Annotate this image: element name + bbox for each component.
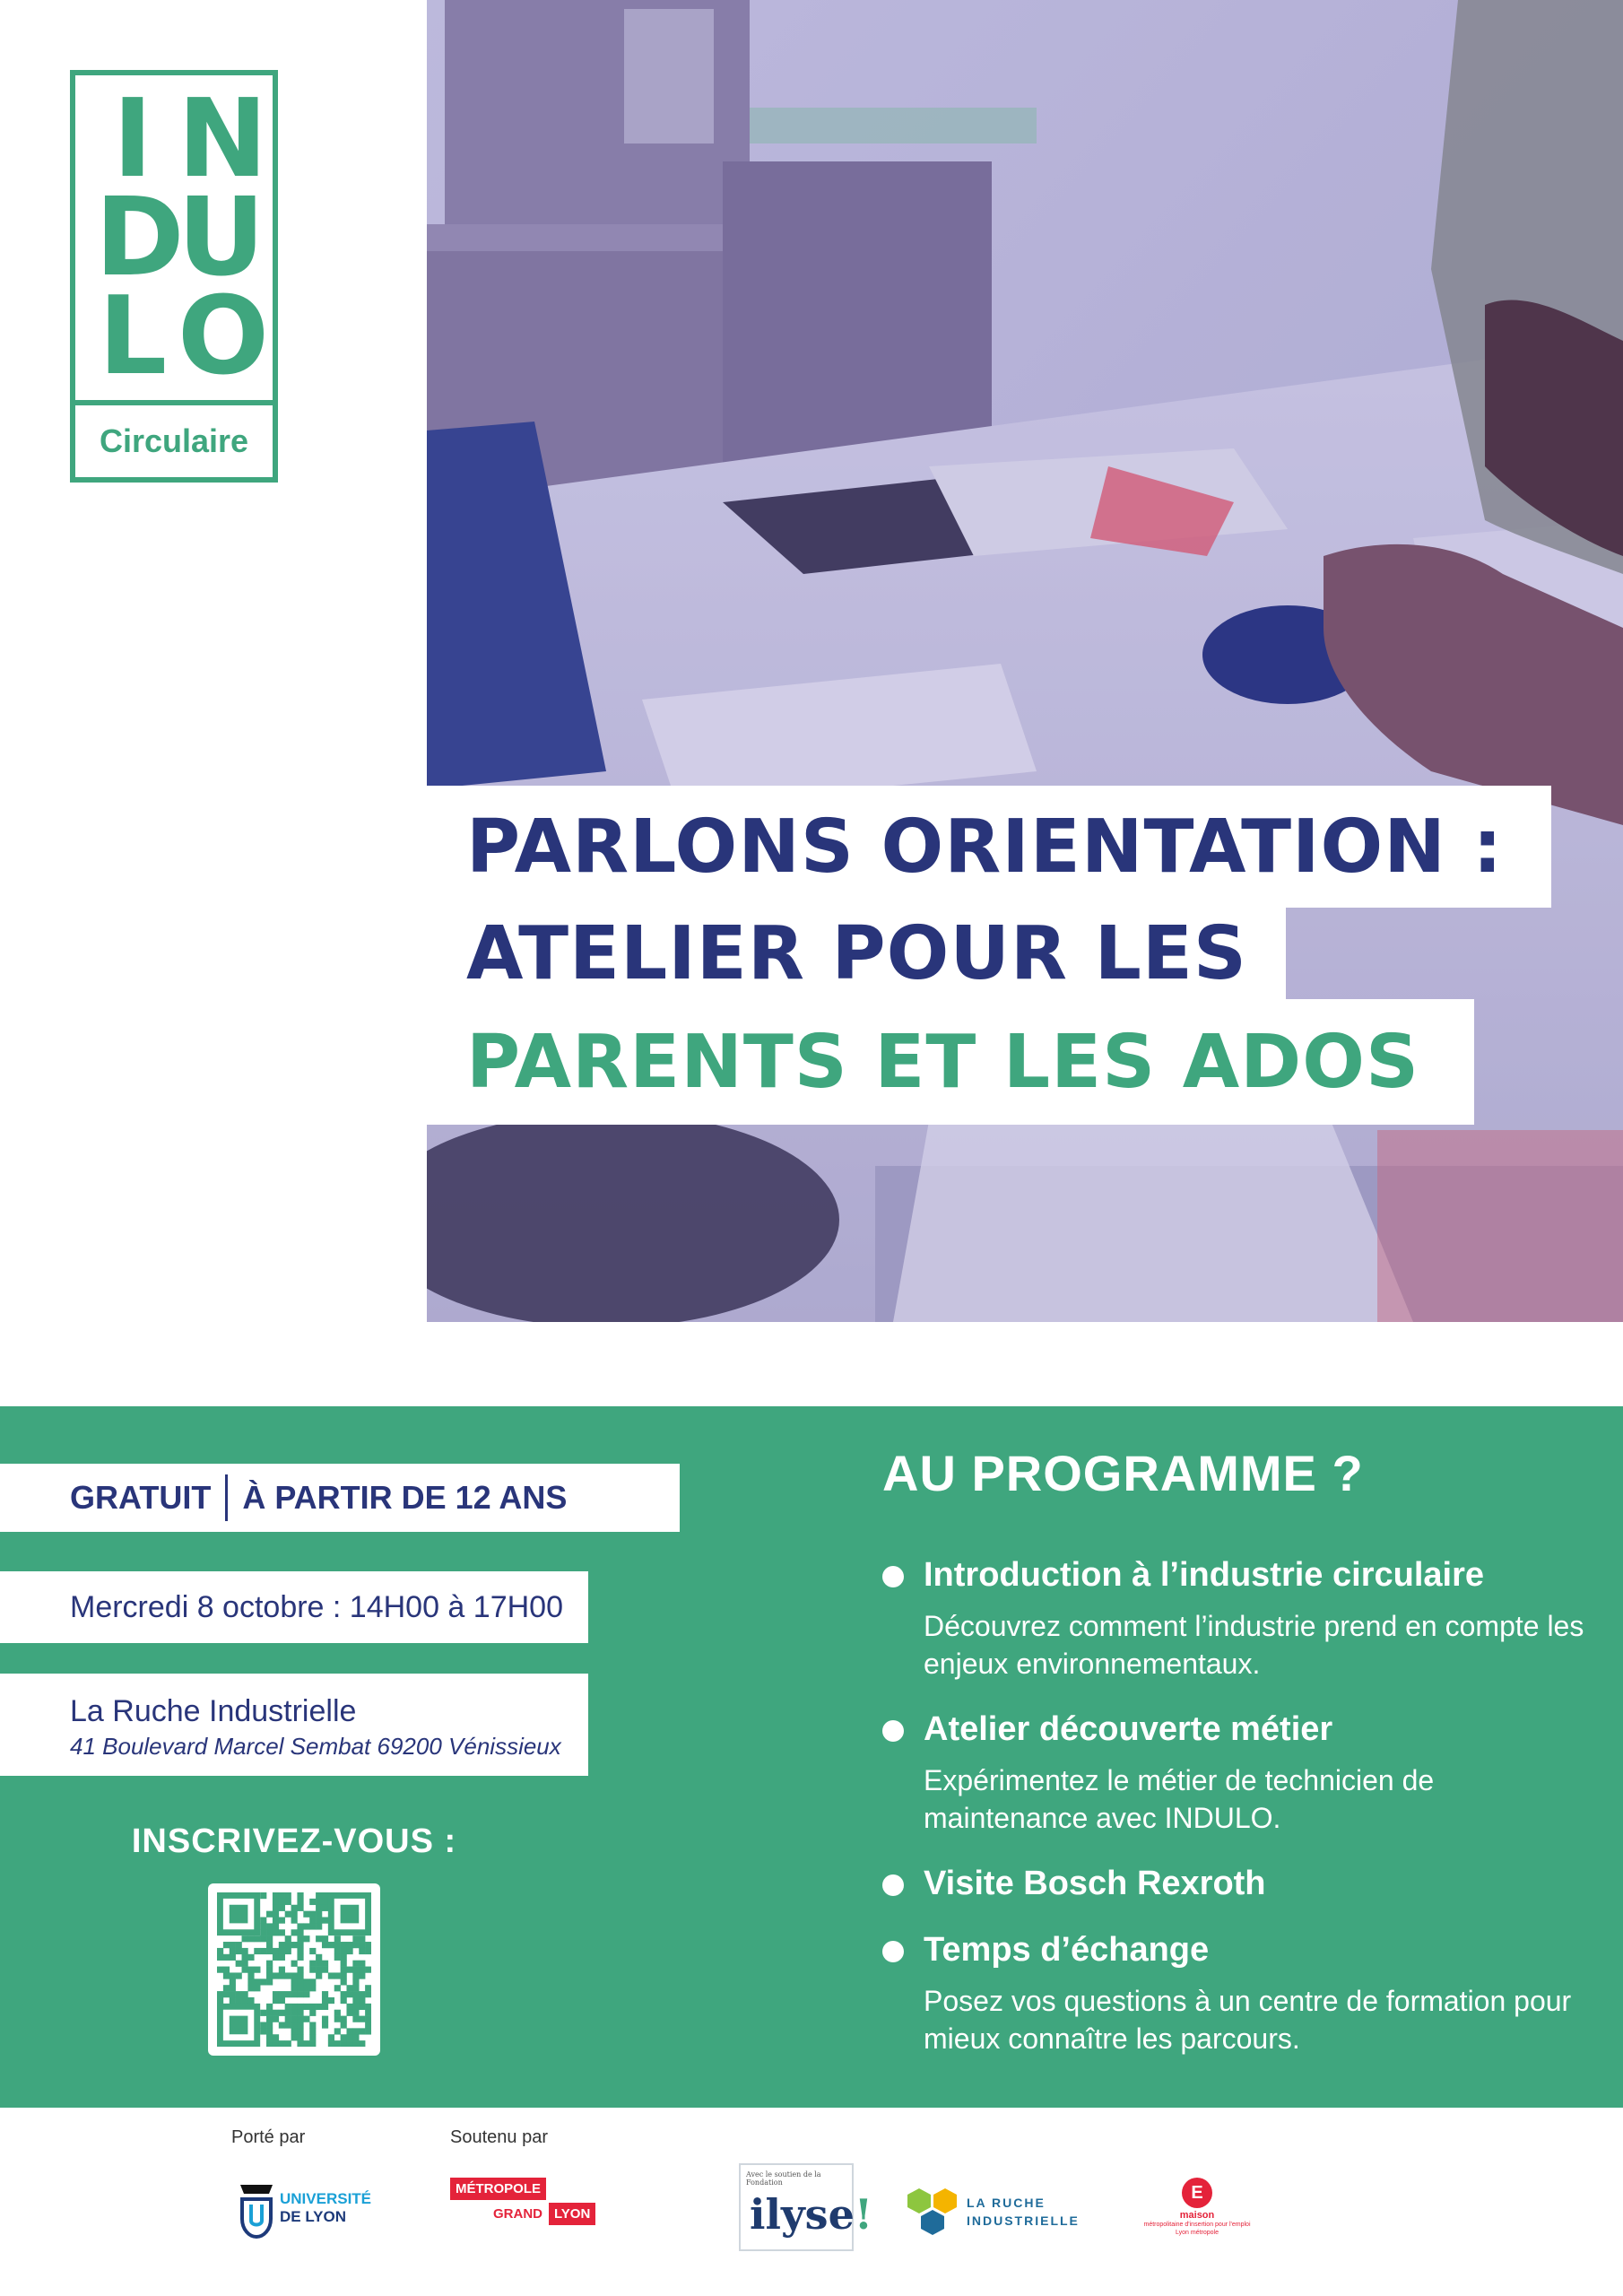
udl-text [280, 2190, 371, 2226]
title-text: PARLONS ORIENTATION : [466, 804, 1504, 890]
bullet-icon [882, 1941, 904, 1962]
logo-letter: U [178, 176, 265, 300]
maison-desc: métropolitaine d'insertion pour l'emploi [1143, 2222, 1251, 2228]
signup-label: INSCRIVEZ-VOUS : [131, 1822, 457, 1860]
bullet-icon [882, 1566, 904, 1587]
title-text: PARENTS ET LES ADOS [466, 1019, 1420, 1105]
fondation-ilyse-logo [739, 2163, 873, 2251]
ilyse-wordmark [750, 2190, 872, 2239]
ruche-line-2: INDUSTRIELLE [967, 2213, 1080, 2228]
venue-address: 41 Boulevard Marcel Sembat 69200 Vénissieux [70, 1733, 561, 1760]
metropole-word: MÉTROPOLE [450, 2178, 546, 2200]
logo-subtitle: Circulaire [99, 422, 249, 459]
event-date: Mercredi 8 octobre : 14H00 à 17H00 [70, 1589, 563, 1624]
price-age-box [0, 1464, 680, 1532]
program-item-desc: Posez vos questions à un centre de formation pour mieux connaître les parcours. [924, 1985, 1572, 2055]
universite-de-lyon-logo [235, 2174, 387, 2246]
maison-emploi-logo [1132, 2178, 1263, 2249]
supported-by-label: Soutenu par [450, 2127, 548, 2147]
logo-letter: N [178, 77, 268, 202]
lion-icon [237, 2178, 276, 2240]
hexagon-icon [906, 2187, 959, 2237]
title-line-2 [427, 908, 1286, 999]
ilyse-name: ilyse [750, 2190, 855, 2239]
maison-place: Lyon métropole [1176, 2230, 1219, 2236]
program-item-title: Atelier découverte métier [924, 1710, 1333, 1748]
date-box [0, 1571, 588, 1643]
bullet-icon [882, 1874, 904, 1896]
title-text: ATELIER POUR LES [466, 910, 1247, 996]
udl-line-1: UNIVERSITÉ [280, 2190, 372, 2207]
grand-word: GRAND [493, 2206, 542, 2222]
logo-letter: L [98, 274, 168, 399]
program-item-title: Introduction à l’industrie circulaire [924, 1556, 1484, 1594]
indulo-logo [70, 70, 278, 483]
bullet-icon [882, 1720, 904, 1742]
signup-qr-code[interactable] [208, 1883, 380, 2056]
udl-line-2: DE LYON [280, 2208, 347, 2225]
ruche-text [967, 2194, 1080, 2230]
logo-row [95, 274, 270, 399]
program-item-title: Visite Bosch Rexroth [924, 1865, 1266, 1902]
la-ruche-industrielle-logo [906, 2185, 1085, 2239]
logo-letter: O [178, 274, 270, 399]
maison-word: maison [1179, 2210, 1215, 2221]
logo-letter: I [112, 77, 153, 202]
ruche-line-1: LA RUCHE [967, 2196, 1046, 2210]
ilyse-mark: ! [854, 2190, 873, 2239]
program-item-desc: Expérimentez le métier de technicien de maintenance avec INDULO. [924, 1764, 1435, 1834]
maison-e-icon: E [1182, 2178, 1212, 2208]
logo-letters [75, 75, 273, 398]
title-line-1 [427, 786, 1551, 908]
qr-code-icon [217, 1892, 371, 2047]
divider [225, 1474, 228, 1521]
logo-row [95, 77, 268, 202]
venue-box [0, 1674, 588, 1776]
ilyse-support-text: Avec le soutien de la Fondation [746, 2170, 821, 2187]
carried-by-label: Porté par [231, 2127, 306, 2147]
logo-row [95, 176, 265, 300]
age-label: À PARTIR DE 12 ANS [242, 1479, 568, 1516]
title-line-3 [427, 999, 1474, 1125]
program-title: AU PROGRAMME ? [882, 1445, 1364, 1501]
price-label: GRATUIT [70, 1479, 212, 1516]
program-item-title: Temps d’échange [924, 1931, 1210, 1969]
program-item-desc: Découvrez comment l’industrie prend en compte les enjeux environnementaux. [924, 1610, 1584, 1680]
venue-name: La Ruche Industrielle [70, 1694, 357, 1728]
metropole-lyon-logo [450, 2178, 594, 2240]
lyon-word: LYON [549, 2203, 595, 2225]
logo-letter: D [95, 176, 185, 300]
